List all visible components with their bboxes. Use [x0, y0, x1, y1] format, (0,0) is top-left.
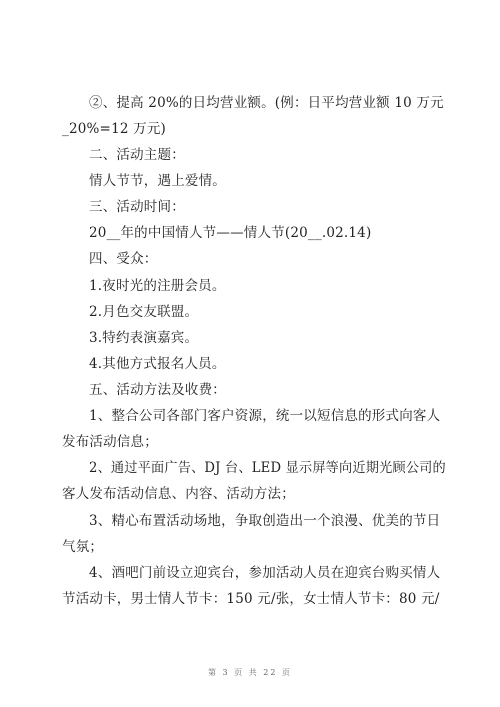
section-heading: 五、活动方法及收费： [89, 382, 226, 398]
text-line: _20%=12 万元) [62, 121, 167, 137]
section-heading: 二、活动主题： [89, 147, 185, 163]
section-heading: 三、活动时间： [89, 199, 185, 215]
page-number-footer: 第 3 页 共 22 页 [208, 668, 292, 677]
text-line: 4、酒吧门前设立迎宾台，参加活动人员在迎宾台购买情人 [89, 565, 441, 581]
text-line: 情人节节，遇上爱情。 [89, 173, 226, 189]
text-line: ②、提高 20%的日均营业额。(例：日平均营业额 10 万元 [89, 95, 444, 111]
text-line: 发布活动信息； [62, 434, 158, 450]
text-line: 气氛； [62, 539, 104, 555]
list-item: 4.其他方式报名人员。 [89, 356, 226, 372]
text-line: 20__年的中国情人节——情人节(20__.02.14) [89, 225, 372, 241]
list-item: 3.特约表演嘉宾。 [89, 330, 199, 346]
section-heading: 四、受众： [89, 251, 158, 267]
text-line: 2、通过平面广告、DJ 台、LED 显示屏等向近期光顾公司的 [89, 460, 446, 476]
text-line: 节活动卡，男士情人节卡：150 元/张，女士情人节卡：80 元/ [62, 591, 440, 607]
list-item: 1.夜时光的注册会员。 [89, 278, 226, 294]
text-line: 1、整合公司各部门客户资源，统一以短信息的形式向客人 [89, 408, 441, 424]
list-item: 2.月色交友联盟。 [89, 304, 199, 320]
text-line: 客人发布活动信息、内容、活动方法； [62, 486, 295, 502]
text-line: 3、精心布置活动场地，争取创造出一个浪漫、优美的节日 [89, 513, 441, 529]
